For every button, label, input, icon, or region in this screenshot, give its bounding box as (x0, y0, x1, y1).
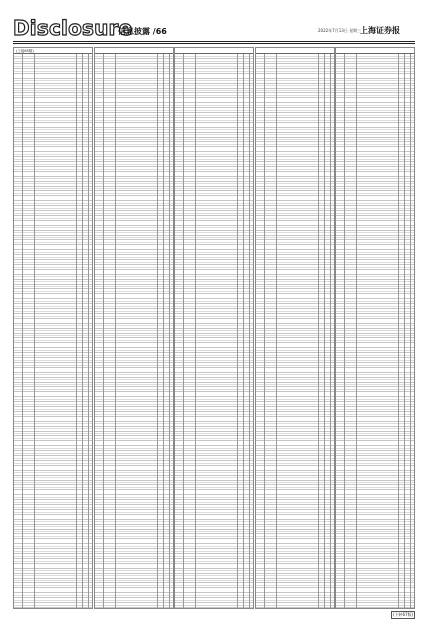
column-continuation-label: (上接65版) (14, 48, 92, 54)
table-column (255, 47, 335, 609)
table-rows (14, 54, 92, 608)
table-rows (175, 54, 253, 608)
dateline: 2022年7月13日 星期三 (318, 28, 362, 33)
disclosure-table-area (13, 47, 415, 609)
section-title: 信息披露 /66 (118, 27, 167, 36)
table-column (174, 47, 254, 609)
page-header (0, 0, 428, 44)
continued-next-page-label: (下转67版) (393, 612, 414, 617)
table-column (94, 47, 174, 609)
newspaper-name: 上海证券报 (360, 25, 400, 35)
table-rows (336, 54, 414, 608)
header-rule (13, 41, 415, 42)
header-rule-thin (13, 43, 415, 44)
table-column (13, 47, 93, 609)
table-column (335, 47, 415, 609)
table-rows (256, 54, 334, 608)
table-rows (95, 54, 173, 608)
masthead-logo: Disclosure (13, 16, 133, 40)
